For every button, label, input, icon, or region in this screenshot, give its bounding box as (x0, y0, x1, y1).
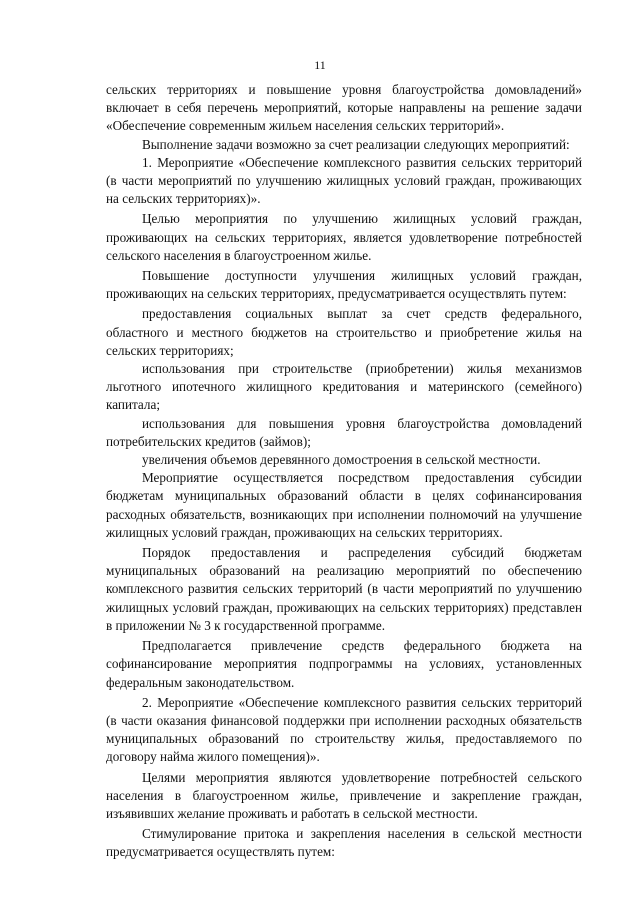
paragraph-measure-2-goals: Целями мероприятия являются удовлетворение потребностей сельского населения в благоустроенном жилье, привлечение и закрепление граждан, изъявивших желание проживать и работать в сельской местности. (106, 769, 582, 821)
list-item-consumer-loans: использования для повышения уровня благоустройства домовладений потребительских кредитов (займов); (106, 415, 582, 449)
list-item-social-payments: предоставления социальных выплат за счет средств федерального, областного и местного бюджетов на строительство и приобретение жилья на сельских территориях; (106, 306, 582, 358)
paragraph-federal-funds: Предполагается привлечение средств федерального бюджета на софинансирование мероприятия подпрограммы на условиях, установленных федеральным законодательством. (106, 638, 582, 690)
list-item-mortgage: использования при строительстве (приобретении) жилья механизмов льготного ипотечного жилищного кредитования и материнского (семейного) капитала; (106, 361, 582, 413)
paragraph-accessibility: Повышение доступности улучшения жилищных условий граждан, проживающих на сельских территориях, предусматривается осуществлять путем: (106, 268, 582, 302)
paragraph-measure-1-title: 1. Мероприятие «Обеспечение комплексного развития сельских территорий (в части мероприятий по улучшению жилищных условий граждан, проживающих на сельских территориях)». (106, 154, 582, 207)
paragraph-tasks-intro: Выполнение задачи возможно за счет реализации следующих мероприятий: (142, 136, 570, 152)
list-item-wooden-housing: увеличения объемов деревянного домостроения в сельской местности. (142, 452, 541, 468)
paragraph-measure-2-title: 2. Мероприятие «Обеспечение комплексного развития сельских территорий (в части оказания финансовой поддержки при исполнении расходных обязательств муниципальных образований по строительству жилья, предоставляемого по договору найма жилого помещения)». (106, 694, 582, 765)
page-number: 11 (314, 58, 326, 72)
paragraph-stimulation: Стимулирование притока и закрепления населения в сельской местности предусматривается осуществлять путем: (106, 826, 582, 860)
paragraph-measure-1-goal: Целью мероприятия по улучшению жилищных условий граждан, проживающих на сельских территориях, является удовлетворение потребностей сельского населения в благоустроенном жилье. (106, 211, 582, 263)
paragraph-subsidy: Мероприятие осуществляется посредством предоставления субсидии бюджетам муниципальных образований области в целях софинансирования расходных обязательств, возникающих при исполнении полномочий на улучшение жилищных условий граждан, проживающих на сельских территориях. (106, 470, 582, 540)
paragraph-procedure: Порядок предоставления и распределения субсидий бюджетам муниципальных образований на реализацию мероприятий по обеспечению комплексного развития сельских территорий (в части мероприятий по улучшению жилищных условий граждан, проживающих на сельских территориях) представлен в приложении № 3 к государственной программе. (106, 545, 582, 633)
paragraph-continuation: сельских территориях и повышение уровня благоустройства домовладений» включает в себя перечень мероприятий, которые направлены на решение задачи «Обеспечение современным жильем населения сельских территорий». (106, 82, 582, 134)
document-body (106, 81, 582, 862)
